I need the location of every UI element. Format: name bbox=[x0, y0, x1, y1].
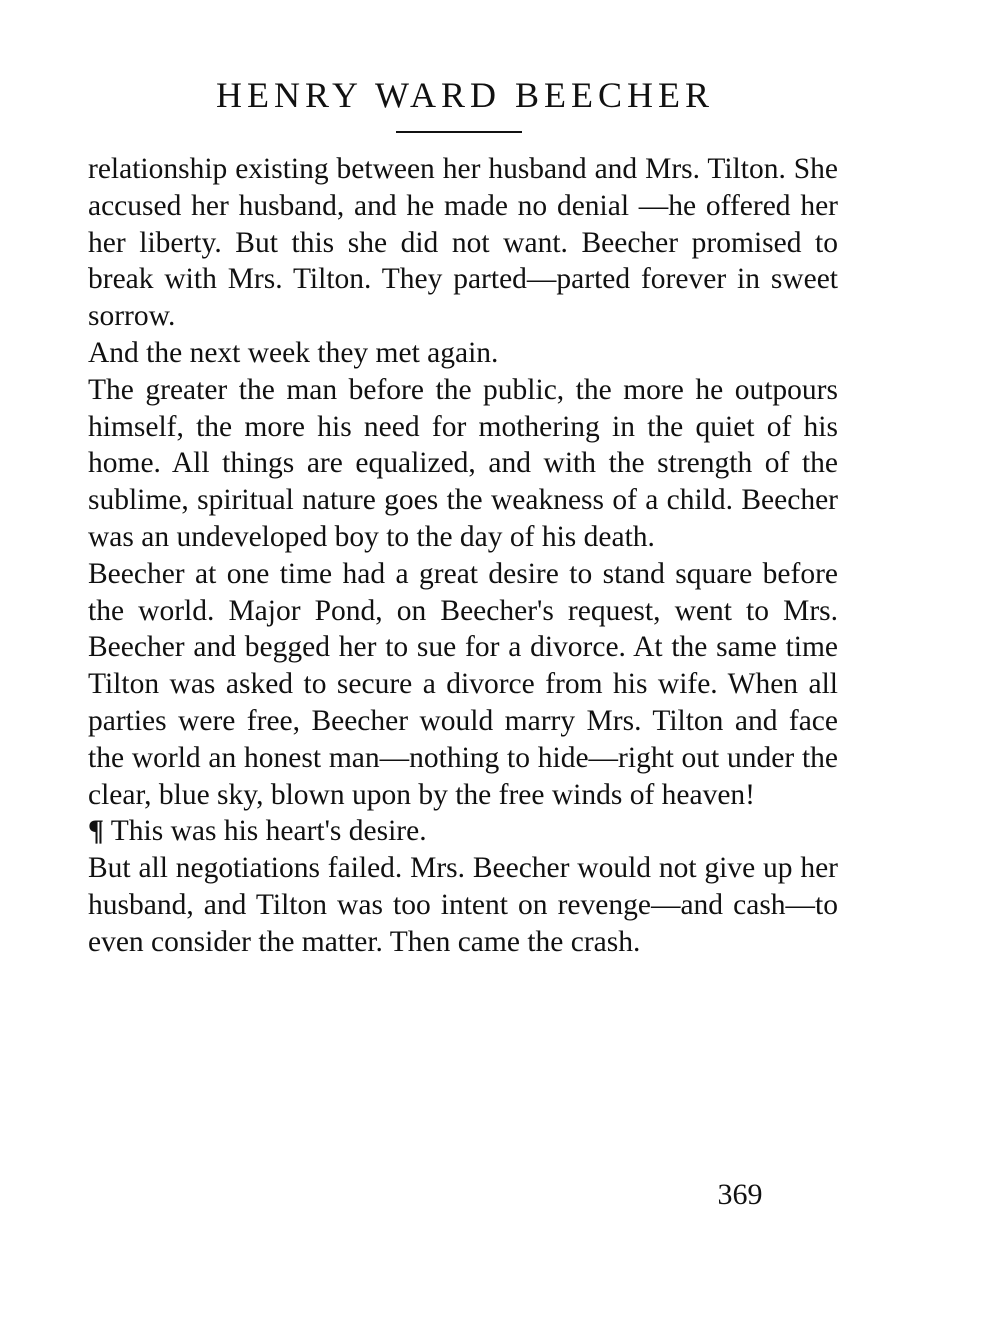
pilcrow-paragraph bbox=[88, 813, 838, 850]
paragraph: Beecher at one time had a great desire to stand square before the world. Major Pond, on Beecher's request, went to Mrs. Beecher and begged her to sue for a divorce. At the same time Tilton was asked to secure a divorce from his wife. When all parties were free, Beecher would marry Mrs. Tilton and face the world an honest man—nothing to hide—right out under the clear, blue sky, blown upon by the free winds of heaven! bbox=[88, 557, 838, 811]
paragraph: relationship existing between her husband and Mrs. Tilton. She accused her husband, and he made no denial —he offered her her liberty. But this she did not want. Beecher promised to break with Mrs. Tilton. They parted—parted forever in sweet sorrow. bbox=[88, 153, 838, 333]
page-number: 369 bbox=[717, 1178, 763, 1211]
body-text bbox=[88, 151, 838, 961]
paragraph: The greater the man before the public, the more he outpours himself, the more his need for mothering in the quiet of his home. All things are equalized, and with the strength of the sublime, spiritual nature goes the weakness of a child. Beecher was an undeveloped boy to the day of his death. bbox=[88, 373, 838, 553]
paragraph: But all negotiations failed. Mrs. Beecher would not give up her husband, and Tilton was too intent on revenge—and cash—to even consider the matter. Then came the crash. bbox=[88, 852, 838, 958]
paragraph: And the next week they met again. bbox=[88, 336, 499, 369]
pilcrow-mark: ¶ bbox=[88, 815, 104, 848]
header-rule bbox=[396, 131, 522, 133]
running-head: HENRY WARD BEECHER bbox=[215, 75, 715, 115]
pilcrow-paragraph-text: This was his heart's desire. bbox=[110, 815, 427, 848]
